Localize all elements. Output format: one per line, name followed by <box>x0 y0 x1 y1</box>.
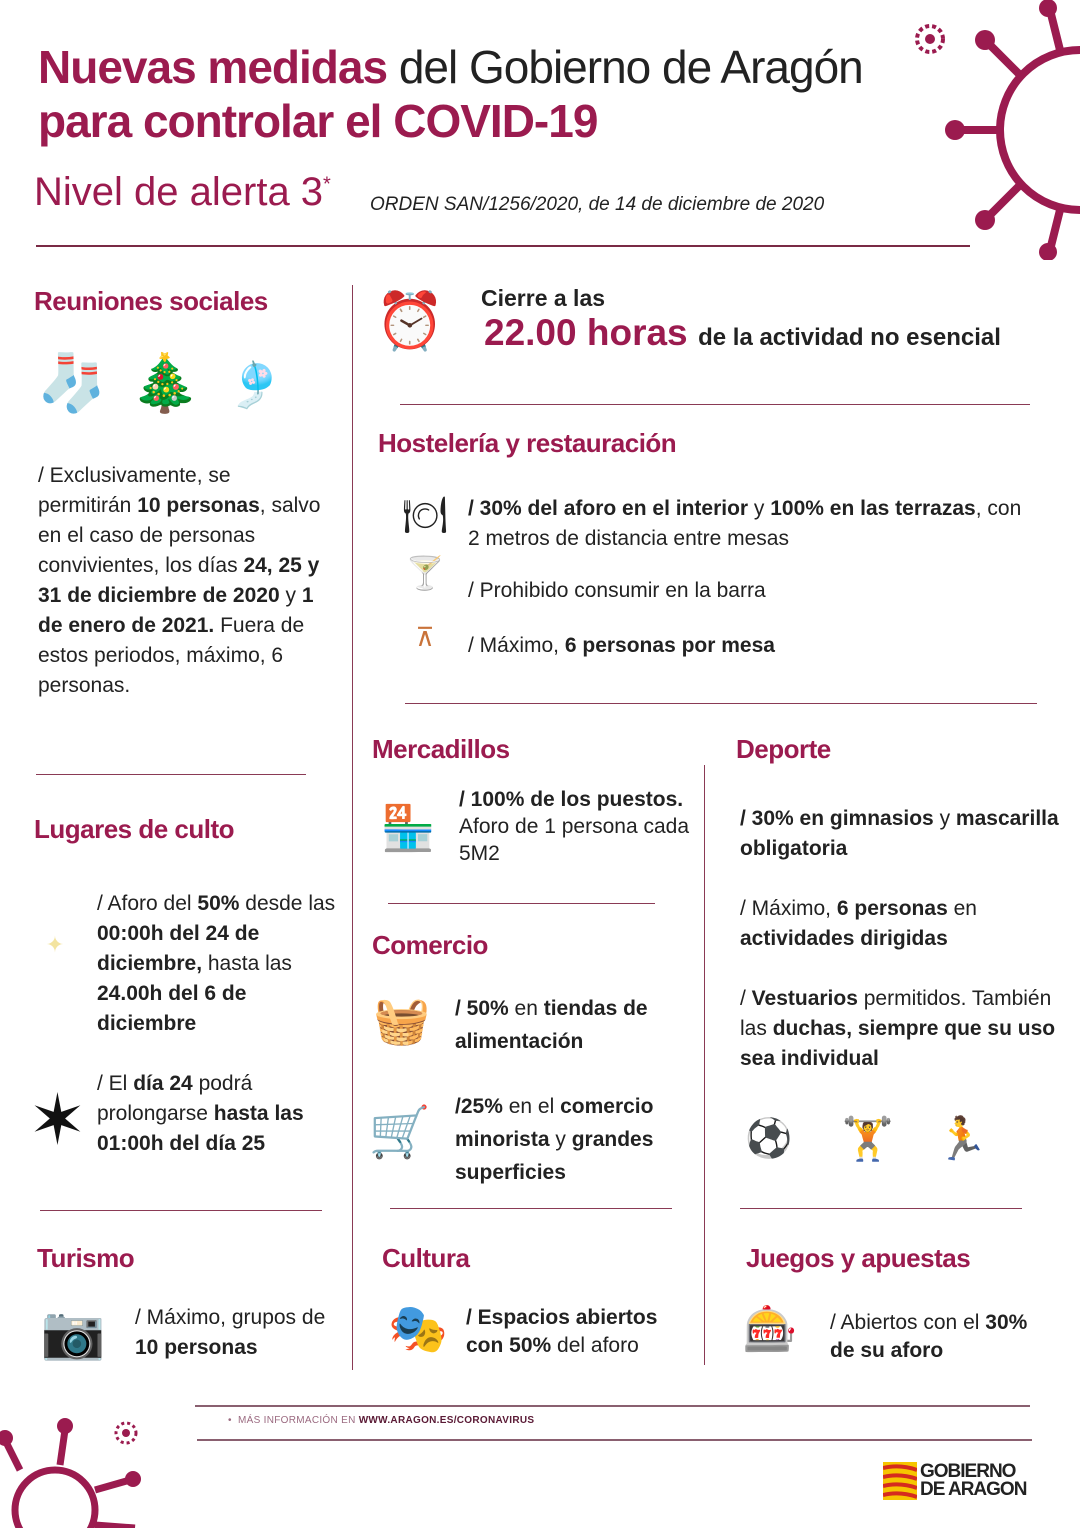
cultura-text <box>466 1304 696 1360</box>
bold-text: 6 personas por mesa <box>564 634 775 657</box>
divider <box>390 1208 672 1209</box>
section-heading-reuniones: Reuniones sociales <box>34 286 268 316</box>
juegos-text <box>830 1309 1050 1365</box>
deporte-item <box>740 894 1060 954</box>
sparkle-icon: ✦ <box>45 932 65 957</box>
text-segment: / <box>740 987 752 1010</box>
text-segment: del aforo <box>551 1334 639 1357</box>
aragon-flag-icon <box>883 1462 917 1500</box>
footer-divider <box>197 1439 1032 1441</box>
text-segment: y <box>279 584 302 607</box>
text-segment: Aforo de 1 persona cada 5M2 <box>459 815 689 865</box>
divider <box>400 404 1030 405</box>
bold-text: Vestuarios <box>751 987 858 1010</box>
comercio-item <box>455 1090 695 1189</box>
bold-text: para controlar el COVID-19 <box>38 95 598 147</box>
text-segment: / Prohibido consumir en la barra <box>468 579 766 602</box>
text-segment: / Máximo, <box>468 634 565 657</box>
section-heading-cultura: Cultura <box>382 1243 470 1273</box>
hosteleria-item <box>468 494 1038 554</box>
alarm-clock-icon: ⏰ <box>375 289 445 352</box>
soccer-ball-icon: ⚽ <box>745 1118 793 1160</box>
text-segment: y <box>549 1128 572 1151</box>
reuniones-text <box>38 461 328 701</box>
runner-icon: 🏃 <box>935 1114 989 1162</box>
section-heading-juegos: Juegos y apuestas <box>746 1243 971 1273</box>
cierre-rest: de la actividad no esencial <box>698 324 1001 351</box>
column-divider <box>704 765 705 1365</box>
virus-decoration-icon <box>940 0 1080 260</box>
text-segment: / El <box>97 1072 134 1095</box>
bold-text: mascarilla obligatoria <box>740 807 1059 860</box>
bold-text: hasta las 01:00h del día 25 <box>97 1102 304 1155</box>
comercio-item <box>455 992 695 1058</box>
section-heading-turismo: Turismo <box>37 1243 135 1273</box>
text-segment: podrá prolongarse <box>97 1072 253 1125</box>
divider <box>36 774 306 775</box>
bold-text: 10 personas <box>135 1336 258 1359</box>
text-segment: Fuera de estos periodos, máximo, 6 personas. <box>38 614 305 697</box>
bold-text: tiendas de alimentación <box>455 997 648 1053</box>
bold-text: actividades dirigidas <box>740 927 948 950</box>
divider <box>405 703 1037 704</box>
divider <box>40 1210 322 1211</box>
logo-text: GOBIERNO DE ARAGON <box>920 1461 1027 1500</box>
gobierno-aragon-logo <box>883 1462 1040 1500</box>
text-segment: en <box>947 897 977 920</box>
bold-text: / Espacios abiertos con 50% <box>466 1306 658 1357</box>
culto-text-1 <box>97 889 347 1039</box>
stocking-icon: 🧦 <box>37 350 107 414</box>
hosteleria-item <box>468 576 1038 606</box>
text-segment: hasta las <box>202 952 292 975</box>
text-segment: / Máximo, <box>740 897 837 920</box>
table-chairs-icon: ⊼ <box>415 621 435 652</box>
small-virus-bottom-icon <box>108 1415 144 1451</box>
bold-text: / 100% de los puestos. <box>459 788 684 811</box>
section-heading-culto: Lugares de culto <box>34 814 235 844</box>
mercadillos-text <box>459 786 689 867</box>
text-segment: / Exclusivamente, se permitirán <box>38 464 231 517</box>
text-segment: permitidos. También las <box>740 987 1052 1040</box>
page-title <box>38 40 918 148</box>
divider <box>388 903 655 904</box>
bold-text: 24.00h del 6 de diciembre <box>97 982 247 1035</box>
divider <box>740 1208 1022 1209</box>
poker-chips-icon: 🎰 <box>742 1305 798 1354</box>
bold-text: 6 personas <box>836 897 948 920</box>
header-divider <box>36 245 970 247</box>
deporte-item <box>740 804 1060 864</box>
text-segment: / Abiertos con el <box>830 1311 986 1334</box>
text-segment: / Aforo del <box>97 892 198 915</box>
shopping-cart-icon: 🛒 <box>368 1103 432 1160</box>
column-divider <box>352 285 353 1370</box>
text-segment: desde las <box>239 892 336 915</box>
footer-link[interactable]: WWW.ARAGON.ES/CORONAVIRUS <box>358 1415 535 1426</box>
turismo-text <box>135 1303 335 1363</box>
culto-text-2 <box>97 1069 347 1159</box>
cierre-hour: 22.00 horas <box>484 312 688 353</box>
text-segment: en <box>508 997 544 1020</box>
ornaments-icon: 🎐 <box>227 361 283 410</box>
order-reference: ORDEN SAN/1256/2020, de 14 de diciembre de 2020 <box>370 194 825 215</box>
market-stall-icon: 🏪 <box>380 804 436 853</box>
food-basket-icon: 🧺 <box>373 993 431 1046</box>
section-heading-comercio: Comercio <box>372 930 488 960</box>
hosteleria-item <box>468 631 1038 661</box>
bold-text: 00:00h del 24 de diciembre, <box>97 922 260 975</box>
cierre-line2 <box>484 312 1001 354</box>
cierre-line1: Cierre a las <box>481 285 606 311</box>
bold-text: 24, 25 y 31 de diciembre de 2020 <box>38 554 320 607</box>
section-heading-mercadillos: Mercadillos <box>372 734 510 764</box>
alert-level <box>34 170 331 215</box>
christmas-tree-icon: 🎄 <box>130 350 200 414</box>
bold-text: / 30% en gimnasios <box>740 807 934 830</box>
bold-text: / 50% <box>455 997 509 1020</box>
theater-masks-icon: 🎭 <box>388 1302 448 1356</box>
asterisk: * <box>323 173 331 196</box>
section-heading-hosteleria: Hostelería y restauración <box>378 428 677 458</box>
footer-divider <box>195 1405 1030 1407</box>
bold-text: 10 personas <box>137 494 260 517</box>
weightlifter-icon: 🏋 <box>841 1114 895 1162</box>
star-icon: ✶ <box>28 1081 87 1159</box>
alert-level-text: Nivel de alerta 3 <box>34 170 324 214</box>
text-segment: y <box>933 807 956 830</box>
text-segment: del Gobierno de Aragón <box>387 41 863 93</box>
text-segment: , salvo en el caso de personas convivientes, los días <box>38 494 321 577</box>
bold-text: /25% <box>455 1095 503 1118</box>
camera-icon: 📷 <box>40 1304 106 1362</box>
bold-text: 50% <box>197 892 240 915</box>
text-segment: en el <box>502 1095 561 1118</box>
deporte-item <box>740 984 1060 1074</box>
bold-text: comercio minorista <box>455 1095 654 1151</box>
bold-text: 100% en las terrazas <box>770 497 976 520</box>
text-segment: y <box>748 497 771 520</box>
bold-text: 30% de su aforo <box>830 1311 1028 1362</box>
bold-text: día 24 <box>133 1072 193 1095</box>
text-segment: / Máximo, grupos de <box>135 1306 326 1329</box>
cocktail-icon: 🍸 <box>405 554 445 591</box>
bold-text: grandes superficies <box>455 1128 654 1184</box>
bold-text: / 30% del aforo en el interior <box>468 497 749 520</box>
footer-prefix: MÁS INFORMACIÓN EN <box>237 1415 359 1426</box>
cloche-icon: 🍽 <box>402 494 448 535</box>
bold-text: Nuevas medidas <box>38 41 388 93</box>
footer-info: • MÁS INFORMACIÓN EN WWW.ARAGON.ES/CORONAVIRUS <box>228 1415 535 1426</box>
bold-text: 1 de enero de 2021. <box>38 584 314 637</box>
section-heading-deporte: Deporte <box>736 734 831 764</box>
text-segment: , con 2 metros de distancia entre mesas <box>468 497 1022 550</box>
bold-text: duchas, siempre que su uso sea individual <box>740 1017 1056 1070</box>
